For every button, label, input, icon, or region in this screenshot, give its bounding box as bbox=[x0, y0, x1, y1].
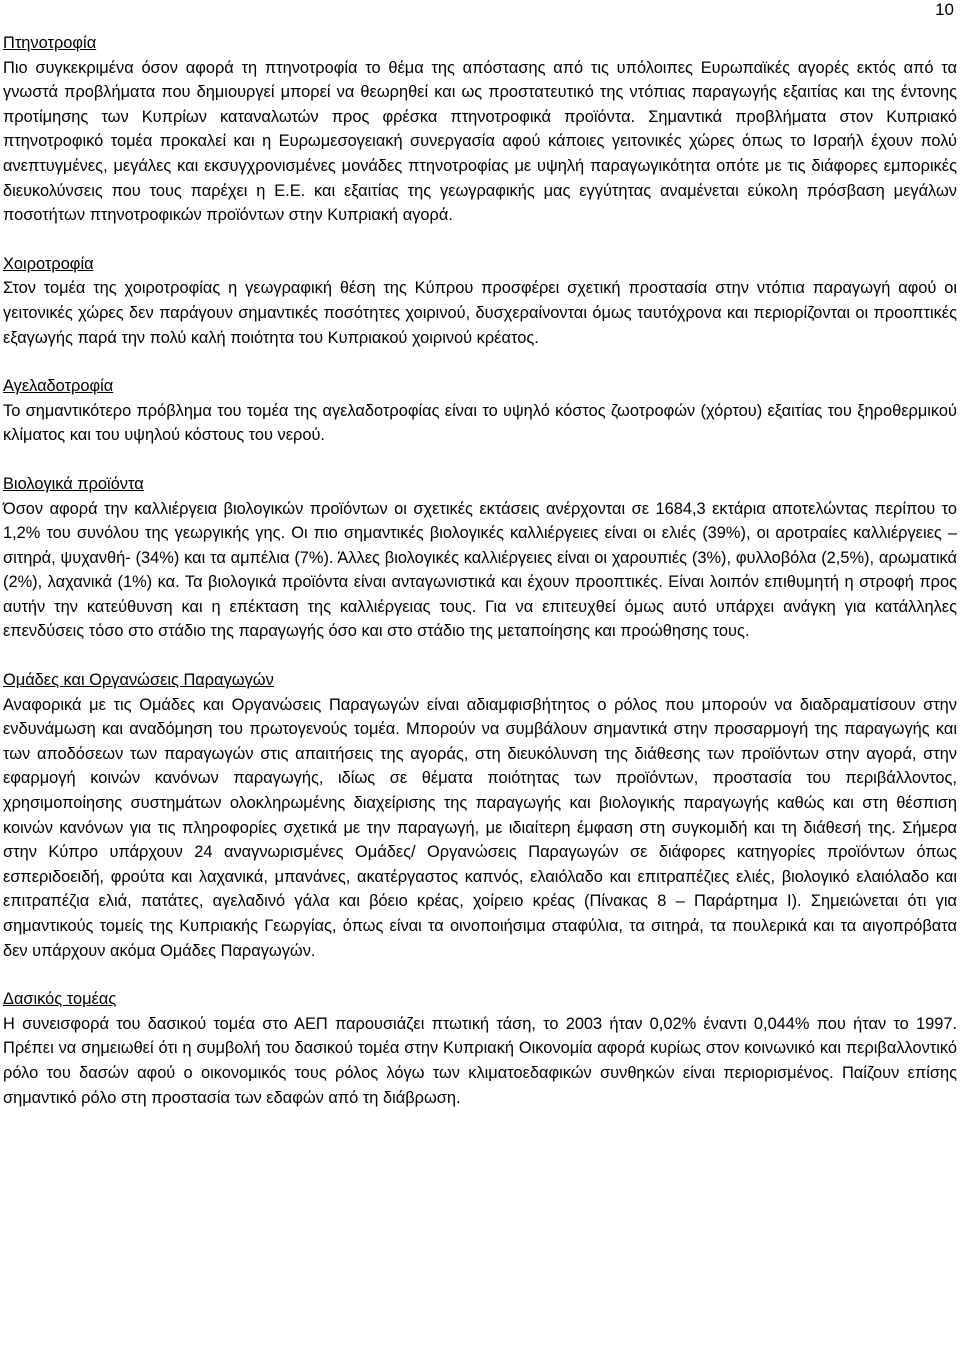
section-heading: Αγελαδοτροφία bbox=[3, 377, 114, 396]
section-heading: Βιολογικά προϊόντα bbox=[3, 474, 144, 493]
section-paragraph: Αναφορικά με τις Ομάδες και Οργανώσεις Παραγωγών είναι αδιαμφισβήτητος ο ρόλος που μπορούν να διαδραματίσουν στην ενδυνάμωση και αναδόμηση του πρωτογενούς τομέα. Μπορούν να συμβάλουν σημαντικά στην προσαρμογή της παραγωγής και των αποδόσεων των παραγωγών στις απαιτήσεις της αγοράς, στη διευκόλυνση της διάθεσης των προϊόντων στην αγορά, στην εφαρμογή κοινών κανόνων παραγωγής, ιδίως σε θέματα ποιότητας των προϊόντων, προστασία του περιβάλλοντος, χρησιμοποίησης συστημάτων ολοκληρωμένης διαχείρισης της παραγωγής και βιολογικής παραγωγής καθώς και στη θέσπιση κοινών κανόνων για τις πληροφορίες σχετικά με την παραγωγή, με ιδιαίτερη έμφαση στη συγκομιδή και τη διάθεσή της. Σήμερα στην Κύπρο υπάρχουν 24 αναγνωρισμένες Ομάδες/ Οργανώσεις Παραγωγών σε διάφορες κατηγορίες προϊόντων όπως εσπεριδοειδή, φρούτα και λαχανικά, μπανάνες, ακατέργαστος καπνός, ελαιόλαδο και επιτραπέζιες ελιές, βιολογικό ελαιόλαδο και επιτραπέζια ελιά, πατάτες, αγελαδινό γάλα και βόειο κρέας, χοίρειο κρέας (Πίνακας 8 – Παράρτημα Ι). Σημειώνεται ότι για σημαντικούς τομείς της Κυπριακής Γεωργίας, όπως είναι τα οινοποιήσιμα σταφύλια, τα σιτηρά, τα πουλερικά και τα αιγοπρόβατα δεν υπάρχουν ακόμα Ομάδες Παραγωγών. bbox=[3, 695, 957, 960]
section-poultry bbox=[3, 31, 957, 228]
section-forestry bbox=[3, 987, 957, 1110]
document-body bbox=[3, 31, 957, 1134]
section-paragraph: Όσον αφορά την καλλιέργεια βιολογικών προϊόντων οι σχετικές εκτάσεις ανέρχονται σε 1684,3 εκτάρια αποτελώντας περίπου το 1,2% του συνόλου της γεωργικής γης. Οι πιο σημαντικές βιολογικές καλλιέργειες είναι οι ελιές (39%), οι αροτραίες καλλιέργειες –σιτηρά, ψυχανθή- (34%) και τα αμπέλια (7%). Άλλες βιολογικές καλλιέργειες είναι οι χαρουπιές (3%), φυλλοβόλα (2,5%), αρωματικά (2%), λαχανικά (1%) κα. Τα βιολογικά προϊόντα είναι ανταγωνιστικά και έχουν προοπτικές. Είναι λοιπόν επιθυμητή η στροφή προς αυτήν την κατεύθυνση και η επέκταση της καλλιέργειας τους. Για να επιτευχθεί όμως αυτό υπάρχει ανάγκη για κατάλληλες επενδύσεις τόσο στο στάδιο της παραγωγής όσο και στο στάδιο της μεταποίησης και προώθησης τους. bbox=[3, 499, 957, 641]
section-organic-products bbox=[3, 472, 957, 644]
section-paragraph: Πιο συγκεκριμένα όσον αφορά τη πτηνοτροφία το θέμα της απόστασης από τις υπόλοιπες Ευρωπαϊκές αγορές εκτός από τα γνωστά προβλήματα που δημιουργεί μπορεί να θεωρηθεί και ως προστατευτικό της ντόπιας παραγωγής εξαιτίας και της έντονης προτίμησης των Κυπρίων καταναλωτών προς φρέσκα πτηνοτροφικά προϊόντα. Σημαντικά προβλήματα στον Κυπριακό πτηνοτροφικό τομέα προκαλεί και η Ευρωμεσογειακή συνεργασία αφού κάποιες γειτονικές χώρες όπως το Ισραήλ έχουν πολύ ανεπτυγμένες, μεγάλες και εκσυγχρονισμένες μονάδες πτηνοτροφίας με υψηλή παραγωγικότητα οπότε με τις διάφορες εμπορικές διευκολύνσεις που τους παρέχει η Ε.Ε. και εξαιτίας της γεωγραφικής μας εγγύτητας αναμένεται εύκολη πρόσβαση μεγάλων ποσοτήτων πτηνοτροφικών προϊόντων στην Κυπριακή αγορά. bbox=[3, 58, 957, 225]
page-number: 10 bbox=[935, 0, 954, 19]
section-paragraph: Στον τομέα της χοιροτροφίας η γεωγραφική θέση της Κύπρου προσφέρει σχετική προστασία στην ντόπια παραγωγή αφού οι γειτονικές χώρες δεν παράγουν σημαντικές ποσότητες χοιρινού, δυσχεραίνονται όμως ταυτόχρονα και περιορίζονται οι προοπτικές εξαγωγής παρά την πολύ καλή ποιότητα του Κυπριακού χοιρινού κρέατος. bbox=[3, 279, 957, 347]
section-paragraph: Η συνεισφορά του δασικού τομέα στο ΑΕΠ παρουσιάζει πτωτική τάση, το 2003 ήταν 0,02% έναντι 0,044% που ήταν το 1997. Πρέπει να σημειωθεί ότι η συμβολή του δασικού τομέα στην Κυπριακή Οικονομία αφορά κυρίως στον κοινωνικό και περιβαλλοντικό ρόλο του δασών αφού ο οικονομικός τους ρόλος λόγω των κλιματοεδαφικών συνθηκών είναι περιορισμένος. Παίζουν επίσης σημαντικό ρόλο στη προστασία των εδαφών από τη διάβρωση. bbox=[3, 1014, 957, 1107]
section-cattle-farming bbox=[3, 374, 957, 448]
section-producer-groups bbox=[3, 668, 957, 963]
section-heading: Πτηνοτροφία bbox=[3, 34, 97, 52]
section-pig-farming bbox=[3, 252, 957, 350]
section-paragraph: Το σημαντικότερο πρόβλημα του τομέα της αγελαδοτροφίας είναι το υψηλό κόστος ζωοτροφών (χόρτου) εξαιτίας του ξηροθερμικού κλίματος και του υψηλού κόστους του νερού. bbox=[3, 401, 957, 445]
section-heading: Ομάδες και Οργανώσεις Παραγωγών bbox=[3, 671, 274, 690]
section-heading: Δασικός τομέας bbox=[3, 990, 117, 1009]
section-heading: Χοιροτροφία bbox=[3, 254, 94, 273]
